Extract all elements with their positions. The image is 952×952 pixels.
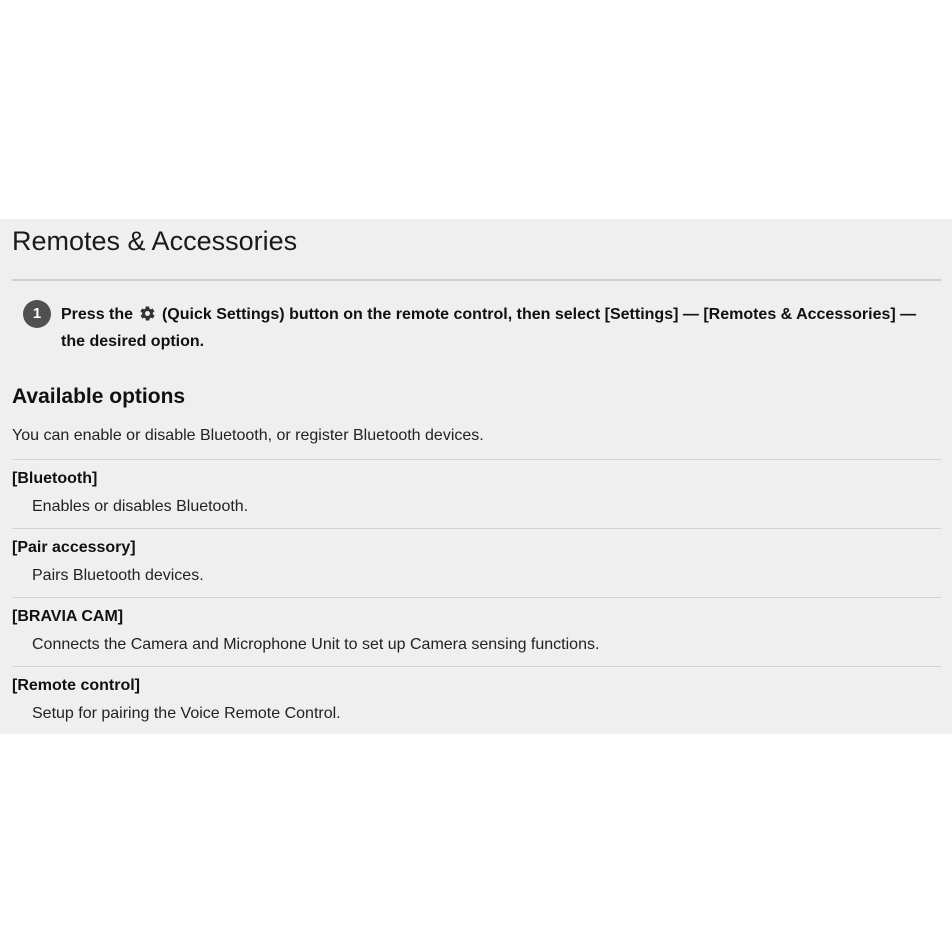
step-text-before-icon: Press the [61, 306, 134, 323]
page-title: Remotes & Accessories [12, 226, 298, 256]
option-title: [Remote control] [12, 677, 140, 694]
option-description: Connects the Camera and Microphone Unit to set up Camera sensing functions. [32, 636, 600, 653]
option-pair-accessory [12, 528, 941, 597]
option-title: [Pair accessory] [12, 539, 136, 556]
section-heading: Available options [12, 385, 186, 408]
step-instruction [61, 301, 931, 355]
option-bluetooth [12, 459, 941, 528]
option-description: Pairs Bluetooth devices. [32, 567, 204, 584]
step-number-badge: 1 [23, 300, 51, 328]
section-intro: You can enable or disable Bluetooth, or register Bluetooth devices. [12, 427, 484, 444]
step-text-after-icon: (Quick Settings) button on the remote control, then select [Settings] — [Remotes & Accessories] — the desired option. [61, 306, 917, 350]
option-title: [BRAVIA CAM] [12, 608, 124, 625]
option-title: [Bluetooth] [12, 470, 98, 487]
gear-icon [139, 304, 156, 321]
title-divider [12, 279, 941, 281]
option-bravia-cam [12, 597, 941, 666]
option-description: Enables or disables Bluetooth. [32, 498, 249, 515]
option-remote-control [12, 666, 941, 735]
options-list [12, 459, 941, 735]
option-description: Setup for pairing the Voice Remote Control. [32, 705, 341, 722]
